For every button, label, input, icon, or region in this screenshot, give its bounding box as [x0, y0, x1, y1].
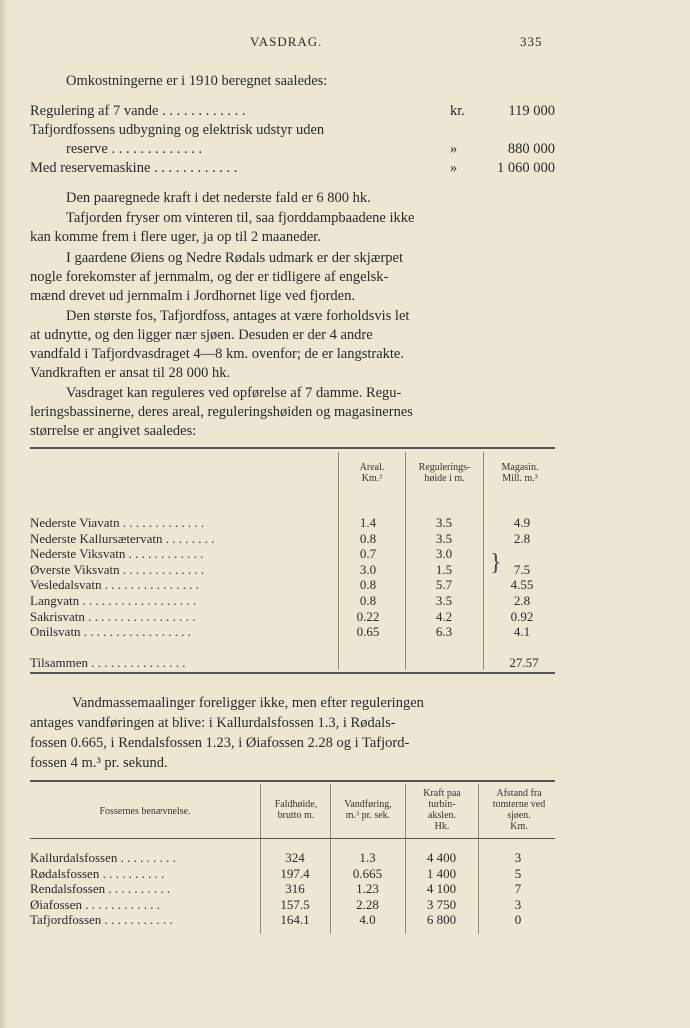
paragraph-line: leringsbassinerne, deres areal, reguleringshøiden og magasinernes [30, 404, 413, 420]
regulering-value: 5.7 [435, 577, 453, 593]
areal-value: 3.0 [359, 561, 377, 577]
waterfall-name: Kallurdalsfossen . . . . . . . . . [30, 850, 176, 865]
kraft-value: 3 750 [426, 896, 457, 912]
magasin-value: 7.5 [513, 561, 531, 577]
magasin-value: 2.8 [513, 593, 531, 608]
cost-amount: 1 060 000 [497, 160, 555, 176]
afstand-value: 0 [514, 912, 522, 928]
reservoir-name: Vesledalsvatn . . . . . . . . . . . . . . . [30, 577, 199, 593]
paragraph-line: antages vandføringen at blive: i Kallurdalsfossen 1.3, i Rødals- [30, 715, 396, 731]
cost-label: Med reservemaskine . . . . . . . . . . . . [30, 160, 238, 176]
vandforing-value: 1.3 [359, 850, 376, 865]
vandforing-value: 0.665 [352, 865, 383, 881]
paragraph-line: mænd drevet ud jernmalm i Jordhornet lige ved fjorden. [30, 288, 355, 304]
reservoir-name: Nederste Viksvatn . . . . . . . . . . . . [30, 546, 204, 562]
afstand-value: 3 [514, 896, 522, 912]
areal-value: 0.8 [359, 593, 377, 608]
cost-amount: 119 000 [508, 103, 555, 119]
col-header-name: Fossernes benævnelse. [99, 806, 191, 817]
paragraph-line: kan komme frem i flere uger, ja op til 2 maaneder. [30, 229, 321, 245]
areal-value: 0.8 [359, 530, 377, 546]
areal-value: 0.7 [359, 546, 377, 562]
reservoir-name: Langvatn . . . . . . . . . . . . . . . . . . [30, 593, 197, 608]
reservoir-name: Nederste Viavatn . . . . . . . . . . . . . [30, 515, 205, 530]
running-header [0, 34, 690, 54]
areal-value: 0.22 [356, 608, 380, 624]
paragraph-line: I gaardene Øiens og Nedre Rødals udmark er der skjærpet [66, 250, 404, 266]
paragraph-line: vandfald i Tafjordvasdraget 4—8 km. ovenfor; de er langstrakte. [30, 346, 404, 362]
cost-row [30, 141, 555, 159]
magasin-value: 4.55 [510, 577, 534, 593]
regulering-value: 3.0 [435, 546, 453, 562]
cost-row [30, 122, 555, 140]
page-gutter [0, 0, 8, 1028]
col-header-magasin: Magasin. Mill. m.³ [501, 462, 539, 484]
areal-value: 0.65 [356, 624, 380, 640]
faldhoide-value: 157.5 [280, 896, 310, 912]
faldhoide-value: 164.1 [280, 912, 310, 928]
kraft-value: 4 100 [426, 881, 457, 897]
brace-icon: } [490, 550, 502, 576]
kraft-value: 4 400 [426, 850, 457, 865]
reservoir-name: Øverste Viksvatn . . . . . . . . . . . . . [30, 561, 205, 577]
areal-value: 1.4 [359, 515, 377, 530]
table-bottom-rule [30, 672, 555, 674]
reservoir-name: Sakrisvatn . . . . . . . . . . . . . . . . . [30, 608, 196, 624]
reservoir-name: Onilsvatn . . . . . . . . . . . . . . . . . [30, 624, 192, 640]
kraft-value: 6 800 [426, 912, 457, 928]
afstand-value: 3 [514, 850, 522, 865]
paragraph-line: fossen 0.665, i Rendalsfossen 1.23, i Øiafossen 2.28 og i Tafjord- [30, 735, 410, 751]
total-value: 27.57 [509, 655, 539, 670]
cost-currency: » [450, 160, 458, 176]
vandforing-value: 4.0 [359, 912, 376, 928]
magasin-value: 4.1 [513, 624, 531, 640]
afstand-value: 7 [514, 881, 522, 897]
paragraph-line: Den største fos, Tafjordfoss, antages at være forholdsvis let [66, 308, 410, 324]
afstand-value: 5 [514, 865, 522, 881]
cost-label: Tafjordfossens udbygning og elektrisk udstyr uden [30, 122, 325, 138]
waterfall-name: Øiafossen . . . . . . . . . . . . [30, 896, 160, 912]
reservoir-name: Nederste Kallursætervatn . . . . . . . . [30, 530, 215, 546]
waterfall-name: Tafjordfossen . . . . . . . . . . . [30, 912, 173, 928]
table-top-rule [30, 780, 555, 782]
vandforing-value: 2.28 [356, 896, 379, 912]
faldhoide-value: 324 [285, 850, 305, 865]
cost-row [30, 160, 555, 178]
running-title: VASDRAG. [250, 34, 323, 49]
cost-currency: kr. [450, 103, 465, 119]
paragraph-line: at udnytte, og den ligger nær sjøen. Desuden er der 4 andre [30, 327, 373, 343]
col-header-vandforing: Vandføring, m.³ pr. sek. [344, 799, 392, 821]
col-header-afstand: Afstand fra tomterne ved sjøen. Km. [492, 788, 546, 832]
regulering-value: 3.5 [435, 593, 453, 608]
paragraph-line: nogle forekomster af jernmalm, og der er tidligere af engelsk- [30, 269, 389, 285]
col-header-faldhoide: Faldhøide, brutto m. [274, 799, 318, 821]
cost-label: reserve . . . . . . . . . . . . . [66, 141, 203, 157]
faldhoide-value: 316 [285, 881, 305, 897]
col-header-kraft: Kraft paa turbin- akslen. Hk. [423, 788, 461, 832]
paragraph-line: størrelse er angivet saaledes: [30, 423, 197, 439]
areal-value: 0.8 [359, 577, 377, 593]
cost-row [30, 103, 555, 121]
page-number: 335 [520, 34, 543, 49]
paragraph-line: Vandmassemaalinger foreligger ikke, men efter reguleringen [72, 695, 424, 711]
kraft-value: 1 400 [426, 865, 457, 881]
col-header-regulering: Regulerings- høide i m. [418, 462, 471, 484]
waterfall-name: Rødalsfossen . . . . . . . . . . [30, 865, 165, 881]
regulering-value: 3.5 [435, 515, 453, 530]
regulering-value: 6.3 [435, 624, 453, 640]
paragraph: Den paaregnede kraft i det nederste fald er 6 800 hk. [66, 190, 371, 206]
paragraph-line: Vandkraften er ansat til 28 000 hk. [30, 365, 231, 381]
paragraph-line: Vasdraget kan reguleres ved opførelse af 7 damme. Regu- [66, 385, 402, 401]
magasin-value: 2.8 [513, 530, 531, 546]
col-header-areal: Areal. Km.² [359, 462, 385, 484]
regulering-value: 1.5 [435, 561, 453, 577]
waterfall-name: Rendalsfossen . . . . . . . . . . [30, 881, 171, 897]
cost-amount: 880 000 [507, 141, 555, 157]
paragraph-line: Tafjorden fryser om vinteren til, saa fjorddampbaadene ikke [66, 210, 415, 226]
magasin-value: 0.92 [510, 608, 534, 624]
vandforing-value: 1.23 [356, 881, 379, 897]
cost-intro: Omkostningerne er i 1910 beregnet saaledes: [66, 73, 328, 89]
table-top-rule [30, 447, 555, 449]
total-label: Tilsammen . . . . . . . . . . . . . . . [30, 655, 186, 670]
regulering-value: 3.5 [435, 530, 453, 546]
regulering-value: 4.2 [435, 608, 453, 624]
paragraph-line: fossen 4 m.³ pr. sekund. [30, 755, 168, 771]
magasin-value: 4.9 [513, 515, 531, 530]
cost-currency: » [450, 141, 458, 157]
cost-label: Regulering af 7 vande . . . . . . . . . . . . [30, 103, 246, 119]
faldhoide-value: 197.4 [280, 865, 310, 881]
